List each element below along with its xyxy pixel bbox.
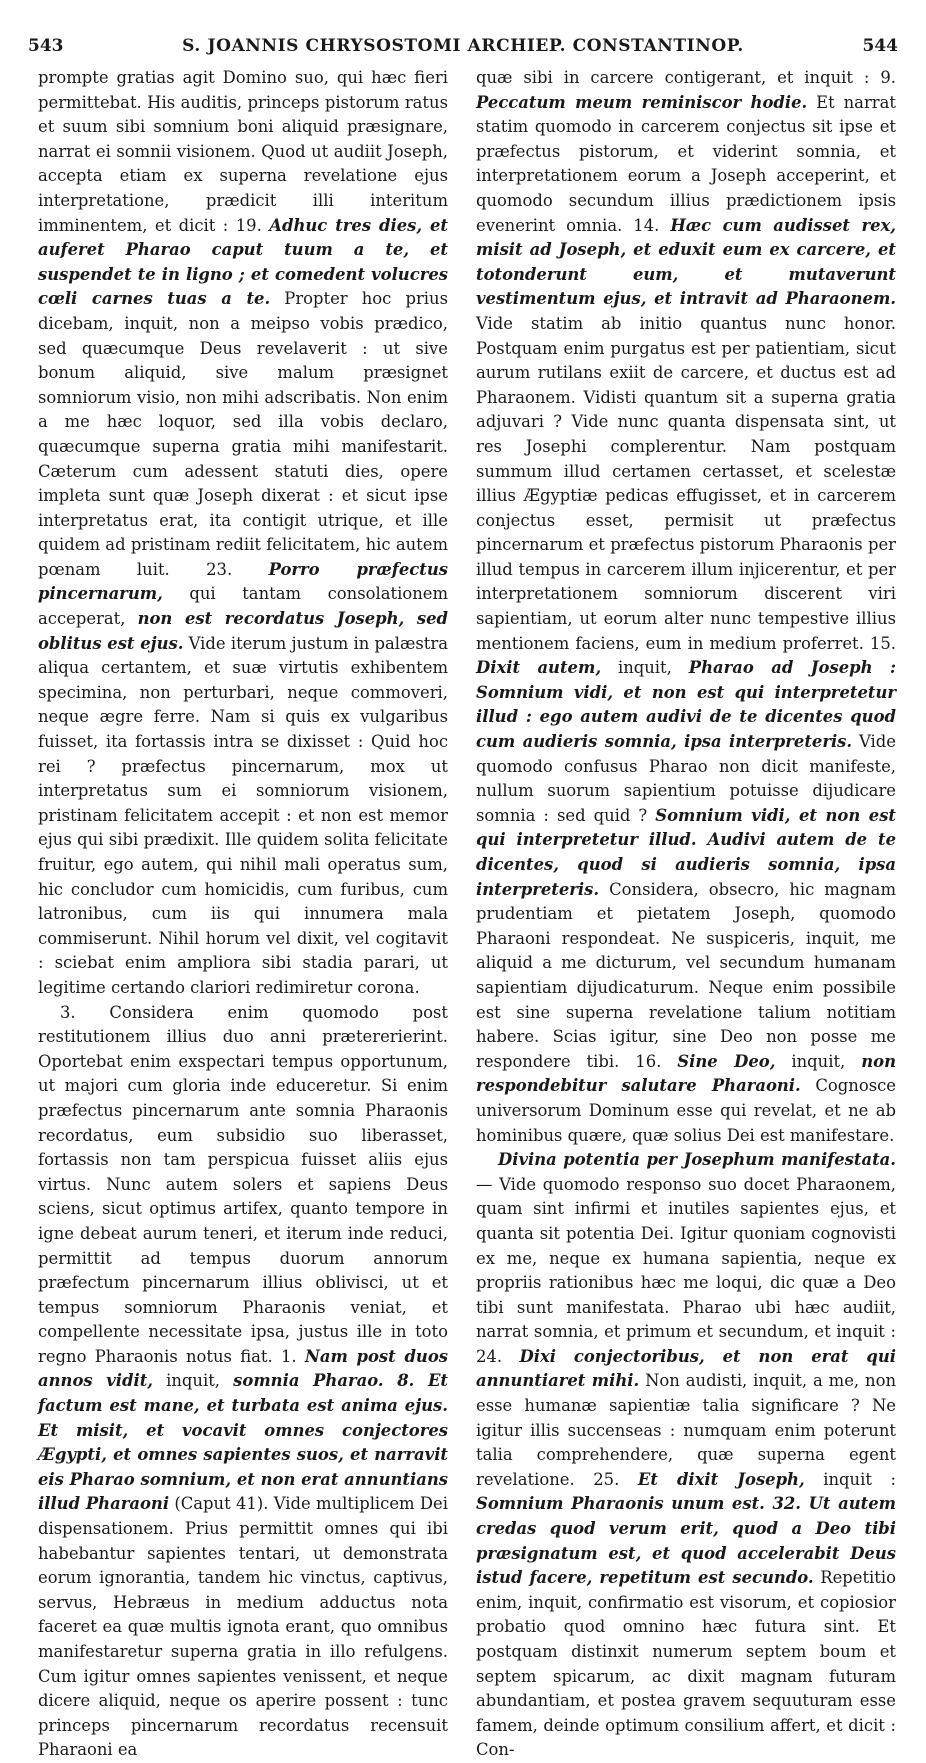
text-run: Non audisti, inquit, a me, non esse humanæ sapientiæ talia significare ? Ne igitur illis succenseas : numquam enim poterunt talia comprehendere, quæ superna egent revelatione. 25. bbox=[476, 1371, 896, 1489]
scripture-quote: Somnium Pharaonis unum est. 32. Ut autem credas quod verum erit, quod a Deo tibi præsignatum est, et quod accelerabit Deus istud facere, repetitum est secundo. bbox=[476, 1494, 896, 1588]
running-title: S. JOANNIS CHRYSOSTOMI ARCHIEP. CONSTANTINOP. bbox=[182, 36, 744, 56]
text-run: inquit : bbox=[804, 1469, 896, 1489]
text-run: inquit, bbox=[601, 658, 689, 678]
scripture-quote: non respondebitur salutare Pharaoni. bbox=[476, 1051, 896, 1096]
text-run: Et narrat statim quomodo in carcerem conjectus sit ipse et præfectus pistorum, et viderint somnia, et interpretationem eorum a Joseph acceperint, et quomodo secundum illius prædictionem ipsis evenerint omnia. 14. bbox=[476, 92, 896, 235]
scripture-quote: Porro præfectus pincernarum, bbox=[38, 559, 448, 604]
text-run: Cognosce universorum Dominum esse qui revelat, et ne ab hominibus quære, quæ solius Dei est manifestare. bbox=[476, 1076, 896, 1145]
running-header bbox=[28, 36, 898, 60]
scripture-quote: Peccatum meum reminiscor hodie. bbox=[476, 92, 808, 112]
scripture-quote: Dixit autem, bbox=[476, 658, 602, 678]
scripture-quote: Et dixit Joseph, bbox=[637, 1469, 805, 1489]
text-run: inquit, bbox=[152, 1371, 234, 1391]
scripture-quote: Sine Deo, bbox=[677, 1051, 776, 1071]
scripture-quote: Divina potentia per Josephum manifestata. bbox=[498, 1150, 896, 1170]
scripture-quote: non est recordatus Joseph, sed oblitus est ejus. bbox=[38, 609, 448, 653]
scripture-quote: Nam post duos annos vidit, bbox=[38, 1346, 448, 1391]
scripture-quote: somnia Pharao. 8. Et factum est mane, et turbata est anima ejus. Et misit, et vocavit omnes conjectores Ægypti, et omnes sapientes suos, et narravit eis Pharao somnium, et non erat annuntians illud Pharaoni bbox=[38, 1371, 449, 1514]
scripture-quote: Pharao ad Joseph : Somnium vidi, et non est qui interpretetur illud : ego autem audivi de te dicentes quod cum audieris somnia, ipsa interpreteris. bbox=[476, 658, 896, 752]
left-column bbox=[38, 66, 448, 1763]
left-paragraph-1 bbox=[38, 66, 448, 1001]
text-run: (Caput 41). Vide multiplicem Dei dispensationem. Prius permittit omnes qui ibi habebantur sapientes tentari, ut demonstrata eorum ignorantia, tandem hic vinctus, captivus, servus, Hebræus in medium adductus nota faceret ea quæ multis ignota erant, quo omnibus manifestaretur superna gratia in illo refulgens. Cum igitur omnes sapientes venissent, et neque dicere aliquid, neque os aperire possent : tunc princeps pincernarum recordatus recensuit Pharaoni ea bbox=[38, 1494, 448, 1760]
text-run: prompte gratias agit Domino suo, qui hæc fieri permittebat. His auditis, princeps pistorum ratus et suum sibi somnium boni aliquid præsignare, narrat ei somnii visionem. Quod ut audiit Joseph, accepta etiam ex superna revelatione ejus interpretatione, prædicit illi interitum imminentem, et dicit : 19. bbox=[38, 68, 448, 235]
text-run: Vide quomodo confusus Pharao non dicit manifeste, nullum suorum sapientium potuisse dijudicare somnia : sed quid ? bbox=[476, 732, 896, 825]
page-number-left: 543 bbox=[28, 36, 64, 56]
right-column bbox=[476, 66, 896, 1763]
text-run: Vide statim ab initio quantus nunc honor. Postquam enim purgatus est per patientiam, sicut aurum rutilans exiit de carcere, et ductus est ad Pharaonem. Vidisti quantum sit a superna gratia adjuvari ? Vide nunc quanta dispensata sint, ut res Josephi complerentur. Nam postquam summum illud certamen certasset, et scelestæ illius Ægyptiæ pedicas effugisset, et in carcerem conjectus esset, permisit ut præfectus pincernarum et præfectus pistorum Pharaonis per illud tempus in carcerem illum injicerentur, et per interpretationem somniorum discerent viri sapientiam, ut eorum alter nunc tempestive illius mentionem faciens, eum in medium proferret. 15. bbox=[476, 313, 896, 653]
text-run: Vide iterum justum in palæstra aliqua certantem, et suæ virtutis exhibentem specimina, non perturbari, neque commoveri, neque ægre ferre. Nam si quis ex vulgaribus fuisset, ita fortassis intra se dixisset : Quid hoc rei ? præfectus pincernarum, mox ut interpretatus sum ei somniorum visionem, pristinam felicitatem accepit : et non est memor ejus qui sibi prædixit. Ille quidem solita felicitate fruitur, ego autem, qui nihil mali operatus sum, hic concludor cum homicidis, cum furibus, cum latronibus, cum iis qui innumera mala commiserunt. Nihil horum vel dixit, vel cogitavit : sciebat enim ampliora sibi stadia parari, ut legitime certando clariori redimiretur corona. bbox=[38, 633, 448, 997]
text-run: Propter hoc prius dicebam, inquit, non a meipso vobis prædico, sed quæcumque Deus revelaverit : ut sive bonum aliquid, sive malum præsignet somniorum visio, non mihi adscribatis. Non enim a me hæc loquor, sed illa vobis declaro, quæcumque superna gratia mihi manifestarit. Cæterum cum adessent statuti dies, opere impleta sunt quæ Joseph dixerat : et sicut ipse interpretatus erat, ita contigit utrique, et ille quidem ad pristinam rediit felicitatem, hic autem pœnam luit. 23. bbox=[38, 289, 449, 579]
text-run: inquit, bbox=[775, 1051, 862, 1071]
scripture-quote: Dixi conjectoribus, et non erat qui annuntiaret mihi. bbox=[476, 1346, 896, 1391]
page-number-right: 544 bbox=[862, 36, 898, 56]
text-run: qui tantam consolationem acceperat, bbox=[38, 584, 448, 629]
text-run: — Vide quomodo responso suo docet Pharaonem, quam sint infirmi et inutiles sapientes ejus, et quanta sit potentia Dei. Igitur quoniam cognovisti ex me, neque ex humana sapientia, neque ex propriis rationibus hæc me loqui, dic quæ a Deo tibi sunt manifestata. Pharao ubi hæc audiit, narrat somnia, et primum et secundum, et inquit : 24. bbox=[476, 1174, 896, 1366]
text-run: Repetitio enim, inquit, confirmatio est visorum, et copiosior probatio quod omnino hæc futura sint. Et postquam distinxit numerum septem boum et septem spicarum, ac dixit magnam futuram abundantiam, et postea gravem sequuturam esse famem, deinde optimum consilium affert, et dicit : Con- bbox=[476, 1568, 896, 1760]
text-run: Considera, obsecro, hic magnam prudentiam et pietatem Joseph, quomodo Pharaoni respondeat. Ne suspiceris, inquit, me aliquid a me dicturum, vel secundum humanam sapientiam dijudicaturum. Neque enim possibile est sine superna revelatione talium notitiam habere. Scias igitur, sine Deo non posse me respondere tibi. 16. bbox=[476, 879, 896, 1071]
scripture-quote: Adhuc tres dies, et auferet Pharao caput tuum a te, et suspendet te in ligno ; et comedent volucres cœli carnes tuas a te. bbox=[38, 215, 448, 309]
right-paragraph-1 bbox=[476, 66, 896, 1148]
text-run: 3. Considera enim quomodo post restitutionem illius duo anni prætererierint. Oportebat enim exspectari tempus opportunum, ut majori cum gloria inde educeretur. Si enim præfectus pincernarum ante somnia Pharaonis recordatus, eum subsidio suo liberasset, fortassis non tam perspicua fuisset aliis ejus virtus. Nunc autem solers et sapiens Deus sciens, sicut optimus artifex, quanto tempore in igne debeat aurum teneri, et iterum inde reduci, permittit ad tempus duorum annorum præfectum pincernarum illius oblivisci, ut et tempus somniorum Pharaonis veniat, et compellente necessitate ipsa, justus ille in toto regno Pharaonis notus fiat. 1. bbox=[38, 1002, 448, 1366]
right-paragraph-2 bbox=[476, 1148, 896, 1763]
scripture-quote: Somnium vidi, et non est qui interpretetur illud. Audivi autem de te dicentes, quod si audieris somnia, ipsa interpreteris. bbox=[476, 805, 897, 899]
text-run: quæ sibi in carcere contigerant, et inquit : 9. bbox=[476, 68, 896, 87]
left-paragraph-2 bbox=[38, 1001, 448, 1763]
scripture-quote: Hæc cum audisset rex, misit ad Joseph, et eduxit eum ex carcere, et totonderunt eum, et mutaverunt vestimentum ejus, et intravit ad Pharaonem. bbox=[476, 215, 896, 309]
